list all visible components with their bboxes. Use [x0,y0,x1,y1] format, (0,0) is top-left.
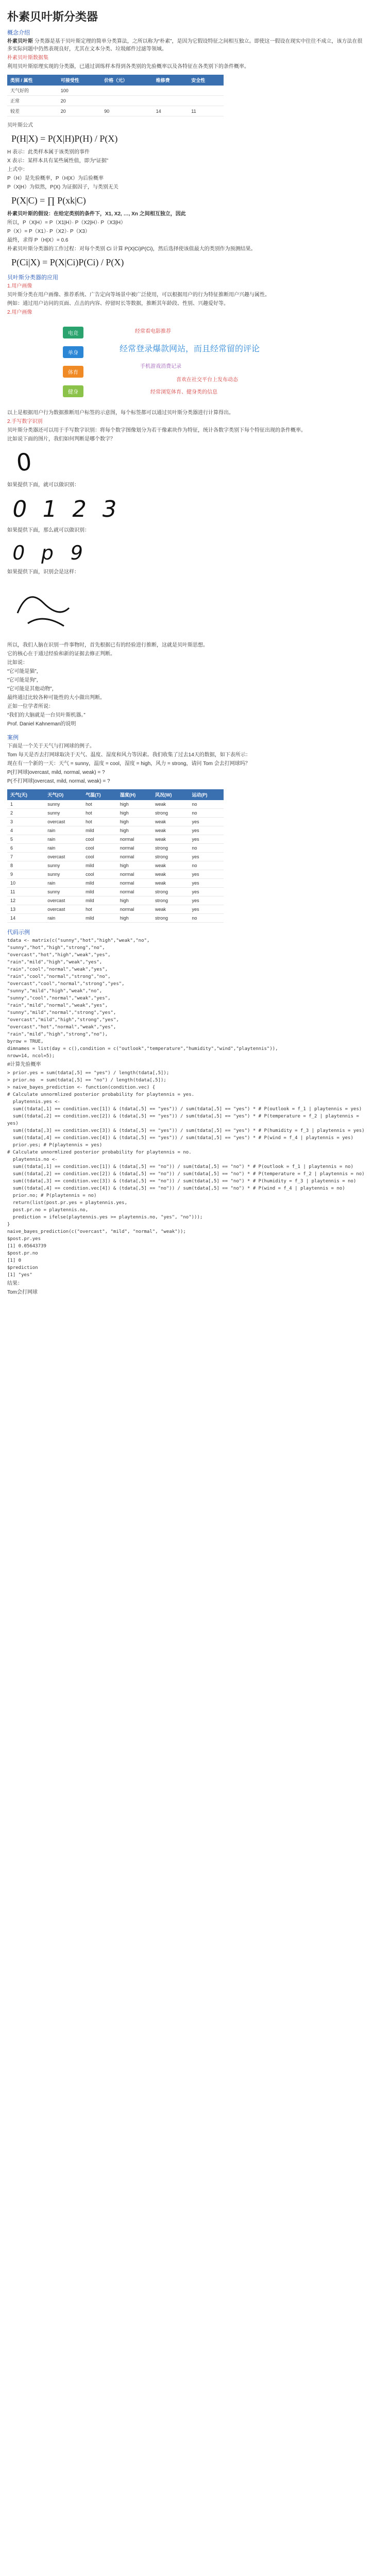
table-cell: normal [117,870,152,879]
paragraph: P（H）是先验概率，P（H|X）为后验概率 [7,176,104,181]
subheading: 2.手写数字识别 [7,419,43,425]
section-heading: 案例 [7,735,19,741]
table-cell: 9 [7,870,44,879]
table-row [7,905,224,914]
code-block: > prior.yes = sum(tdata[,5] == "yes") / length(tdata[,5]); > prior.no = sum(tdata[,5] == "no") / length(tdata[,5]); [7,1071,169,1083]
table-cell: no [189,800,224,809]
table-cell: 11 [188,106,224,116]
table-cell [188,86,224,96]
table-cell: yes [189,896,224,905]
paragraph: 以上是根据用户行为数据推断用户标签的示意图，每个标签都可以通过贝叶斯分类器进行计算得出。 [7,410,234,416]
paragraph: “它可能是狗”， [7,677,42,683]
table-cell: sunny [44,809,82,818]
paragraph: “我们的大脑就是一台贝叶斯机器。” [7,713,86,718]
table-cell: overcast [44,853,82,861]
table-row [7,853,224,861]
table-row [7,800,224,809]
table-cell: rain [44,844,82,853]
paragraph: 如果提供下面，那么就可以做识别： [7,528,90,533]
section-heading: 代码示例 [7,929,30,936]
table-cell: overcast [44,905,82,914]
table-row [7,818,224,826]
paragraph: 所以，我们人脑在识别一件事物时，首先根据已有的经验进行推断，这就是贝叶斯思想。 [7,642,208,648]
figure-label: 经常看电影推荐 [135,329,171,334]
table-cell: strong [152,914,189,923]
figure-label: 经常浏览体育、健身类的信息 [150,389,217,395]
table-header: 类别 / 属性 [7,75,58,86]
code-output: $post.pr.no [1] 0 [7,1251,38,1263]
table-cell: high [117,809,152,818]
paragraph: Tom 每天是否去打网球取决于天气、温度、湿度和风力等因素。我们收集了过去14天的数据，如下表所示： [7,752,251,758]
table-cell: high [117,800,152,809]
paragraph: 所以，P（X|H）= P（X1|H）· P（X2|H）· P（X3|H） [7,220,126,226]
table-cell: mild [82,896,117,905]
paragraph [7,38,366,53]
table-cell: 12 [7,896,44,905]
paragraph: 朴素贝叶斯的假设：在给定类别的条件下，X1, X2, …, Xn 之间相互独立，因此 [7,211,186,217]
paragraph-text: 分类器是基于贝叶斯定理的简单分类算法，之所以称为“朴素”，是因为它假设特征之间相互独立。即使这一假设在现实中往往不成立，该方法在很多实际问题中仍然表现良好，尤其在文本分类、垃圾邮件过滤等领域。 [7,39,363,52]
handwritten-digits: 0 1 2 3 [10,496,123,522]
table-cell: yes [189,818,224,826]
table-cell: rain [44,914,82,923]
table-row [7,861,224,870]
formula: P(X|C) = ∏ P(xk|C) [11,195,86,206]
table-cell: weak [152,835,189,844]
paragraph: “它可能是其他动物”， [7,686,57,692]
table-cell: weak [152,870,189,879]
table-cell: normal [117,879,152,888]
table-cell: weak [152,800,189,809]
table-cell: cool [82,870,117,879]
table-cell: weak [152,818,189,826]
handwriting-sketch [7,577,90,634]
paragraph: H 表示：此类样本属于该类别的事件 [7,149,90,155]
table-cell: 5 [7,835,44,844]
table-cell: hot [82,905,117,914]
paragraph: 比如说下面的图片，我们如何判断是哪个数字？ [7,436,115,442]
table-cell: hot [82,818,117,826]
table-row [7,888,224,896]
table-cell: yes [189,888,224,896]
paragraph: 朴素贝叶斯分类器的工作过程：对每个类别 Ci 计算 P(X|Ci)P(Ci)，然后选择使该值最大的类别作为预测结果。 [7,246,256,252]
table-cell: strong [152,896,189,905]
paragraph: 贝叶斯分类器还可以用于手写数字识别：将每个数字图像划分为若干像素块作为特征，统计各数字类别下每个特征出现的条件概率。 [7,428,306,433]
table-cell: no [189,809,224,818]
paragraph: 最终通过比较各种可能性的大小做出判断。 [7,695,105,701]
formula: P(Ci|X) = P(X|Ci)P(Ci) / P(X) [11,257,124,267]
table-cell: 天气好的 [7,86,58,96]
subheading: 朴素贝叶斯数据集 [7,55,48,61]
table-cell: 20 [58,96,101,106]
table-row [7,914,224,923]
table-cell: mild [82,861,117,870]
table-cell: normal [117,888,152,896]
table-cell [101,86,152,96]
table-cell: no [189,914,224,923]
paragraph: “它可能是猫”， [7,669,42,674]
paragraph: 最终，求得 P（H|X）= 0.6 [7,238,69,243]
paragraph: 贝叶斯公式 [7,123,33,128]
table-cell: sunny [44,861,82,870]
table-cell: 90 [101,106,152,116]
table-header: 风况(W) [152,789,189,800]
figure-label: 手机游戏消费记录 [140,364,181,369]
table-row [7,106,224,116]
table-cell: weak [152,826,189,835]
table-cell: 4 [7,826,44,835]
paragraph: P（X）= P（X1）· P（X2）· P（X3） [7,229,90,234]
paragraph: Prof. Daniel Kahneman的说明 [7,721,76,727]
table-cell: 11 [7,888,44,896]
section-application [7,273,366,636]
table-header: 天气(天) [7,789,44,800]
table-row [7,835,224,844]
handwritten-digits: 0 p 9 [10,541,90,564]
table-cell [153,86,189,96]
table-cell: strong [152,844,189,853]
table-row [7,896,224,905]
tag: 电竞 [63,327,83,338]
subheading: 1.用户画像 [7,283,32,289]
paragraph: 比如说： [7,660,28,666]
table-row [7,809,224,818]
table-cell: strong [152,853,189,861]
table-cell [188,96,224,106]
table-header: 维修费 [153,75,189,86]
table-cell: normal [117,853,152,861]
table-cell: mild [82,914,117,923]
table-cell: mild [82,826,117,835]
table-cell: strong [152,888,189,896]
paragraph: 现在有一个新的一天：天气 = sunny，温度 = cool，湿度 = high，风力 = strong，请问 Tom 会去打网球吗？ [7,761,250,767]
table-cell: no [189,844,224,853]
table-cell: high [117,914,152,923]
table-cell: 100 [58,86,101,96]
page-title: 朴素贝叶斯分类器 [7,10,98,23]
bold-term: 朴素贝叶斯 [7,39,33,44]
figure-label: 经常登录爆款网站，而且经常留的评论 [120,345,260,353]
paragraph: 例如：通过用户访问的页面、点击的内容、停留时长等数据，推断其年龄段、性别、兴趣爱好等。 [7,301,229,307]
table-cell: 7 [7,853,44,861]
table-cell: 6 [7,844,44,853]
handwritten-digit: 0 [15,447,33,477]
paragraph: P（X|H）为似然，P(X) 为证据因子，与类别无关 [7,184,118,190]
table-row [7,86,224,96]
table-cell: 8 [7,861,44,870]
table-row [7,826,224,835]
tag: 健身 [63,385,83,397]
table-header: 湿度(H) [117,789,152,800]
paragraph: 如果提供下面，就可以做识别： [7,482,79,488]
table-cell: cool [82,835,117,844]
tag: 单身 [63,346,83,358]
section-concept [7,28,366,116]
paragraph: 结果： [7,1281,23,1286]
paragraph: Tom会打网球 [7,1290,38,1295]
paragraph: #计算先验概率 [7,1062,41,1067]
paragraph: P(不打网球|overcast, mild, normal, weak) = ? [7,778,110,784]
table-cell: yes [189,853,224,861]
table-cell: 正常 [7,96,58,106]
table-cell: 3 [7,818,44,826]
code-output: $post.pr.yes [1] 0.05643739 [7,1236,46,1249]
table-cell: yes [189,879,224,888]
table-cell: hot [82,800,117,809]
paragraph: 正如一位学者所说： [7,704,54,709]
table-cell: rain [44,826,82,835]
table-cell: 2 [7,809,44,818]
table-cell: 20 [58,106,101,116]
data-table-1 [7,75,224,116]
subheading: 2.用户画像 [7,310,32,315]
table-cell: weak [152,861,189,870]
table-cell: 14 [7,914,44,923]
section-formula [7,122,366,268]
code-output: $prediction [1] "yes" [7,1265,38,1278]
table-row [7,844,224,853]
section-code [7,928,366,1296]
table-cell: hot [82,809,117,818]
paragraph: 下面是一个关于天气与打网球的例子。 [7,743,95,749]
section-heading: 贝叶斯分类器的应用 [7,275,58,281]
table-cell: high [117,896,152,905]
paragraph: P(打网球|overcast, mild, normal, weak) = ? [7,770,105,775]
paragraph: 贝叶斯分类在用户画像、推荐系统、广告定向等场景中被广泛使用，可以根据用户的行为特征推断用户兴趣与属性。 [7,292,270,298]
table-cell: rain [44,879,82,888]
table-cell: yes [189,835,224,844]
table-header: 气温(T) [82,789,117,800]
table-cell: mild [82,879,117,888]
paragraph: 它的核心在于通过经验和新的证据去修正判断。 [7,651,115,657]
table-cell: yes [189,826,224,835]
paragraph: X 表示：某样本具有某些属性值，即为“证据” [7,158,109,164]
table-cell: normal [117,905,152,914]
paragraph: 利用贝叶斯原理实现的分类器，已通过训练样本得到各类别的先验概率以及各特征在各类别下的条件概率。 [7,64,249,70]
data-table-2 [7,789,224,923]
table-cell: strong [152,809,189,818]
table-row [7,96,224,106]
section-heading: 概念介绍 [7,30,30,36]
section-case [7,733,366,923]
table-cell [153,96,189,106]
table-cell: 1 [7,800,44,809]
section-bayes-thinking [7,641,366,728]
table-cell: yes [189,870,224,879]
table-cell: yes [189,905,224,914]
table-header: 可接受性 [58,75,101,86]
table-cell: high [117,861,152,870]
table-cell: 较差 [7,106,58,116]
table-cell: sunny [44,800,82,809]
table-header: 价格（元） [101,75,152,86]
table-cell: overcast [44,896,82,905]
table-cell: no [189,861,224,870]
table-cell: mild [82,888,117,896]
table-cell: weak [152,905,189,914]
table-cell: rain [44,835,82,844]
table-cell: 14 [153,106,189,116]
table-cell: 13 [7,905,44,914]
table-header: 天气(O) [44,789,82,800]
figure-label: 喜欢在社交平台上发布动态 [176,377,238,383]
table-header: 运动(P) [189,789,224,800]
table-cell: weak [152,879,189,888]
table-cell: normal [117,835,152,844]
code-block: tdata <- matrix(c("sunny","hot","high","weak","no", "sunny","hot","high","strong","no", "overcast","hot","high","weak","yes", "rain","mild","high","weak","yes", "rain","cool","normal","weak","yes", "rain","cool","normal","strong","no", "overcast","cool","normal","strong","yes", "sunny","mild","high","weak","no", "sunny","cool","normal","weak","yes", "rain","mild","normal","weak","yes", "sunny","mild","normal","strong","yes", "overcast","mild","high","strong","yes", "overcast","hot","normal","weak","yes", "rain","mild","high","strong","no"), byrow = TRUE, dimnames = list(day = c(),condition = c("outlook","temperature","humidity","wind","playtennis")), nrow=14, ncol=5); [7,938,278,1059]
table-cell: overcast [44,818,82,826]
tag: 体育 [63,366,83,378]
table-row [7,879,224,888]
table-cell: high [117,826,152,835]
code-block: > naive_bayes_prediction <- function(condition.vec) { # Calculate unnormlized posterior probability for playtennis = yes. playtennis.yes <- sum((tdata[,1] == condition.vec[1]) & (tdata[,5] == "yes")) / sum(tdata[,5] == "yes") * # P(outlook = f_1 | playtennis = yes) sum((tdata[,2] == condition.vec[2]) & (tdata[,5] == "yes")) / sum(tdata[,5] == "yes") * # P(temperature = f_2 | playtennis = yes) sum((tdata[,3] == condition.vec[3]) & (tdata[,5] == "yes")) / sum(tdata[,5] == "yes") * # P(humidity = f_3 | playtennis = yes) sum((tdata[,4] == condition.vec[4]) & (tdata[,5] == "yes")) / sum(tdata[,5] == "yes") * # P(wind = f_4 | playtennis = yes) prior.yes; # P(playtennis = yes) # Calculate unnormlized posterior probability for playtennis = no. playtennis.no <- sum((tdata[,1] == condition.vec[1]) & (tdata[,5] == "no")) / sum(tdata[,5] == "no") * # P(outlook = f_1 | playtennis = no) sum((tdata[,2] == condition.vec[2]) & (tdata[,5] == "no")) / sum(tdata[,5] == "no") * # P(temperature = f_2 | playtennis = no) sum((tdata[,3] == condition.vec[3]) & (tdata[,5] == "no")) / sum(tdata[,5] == "no") * # P(humidity = f_3 | playtennis = no) sum((tdata[,4] == condition.vec[4]) & (tdata[,5] == "no")) / sum(tdata[,5] == "no") * # P(wind = f_4 | playtennis = no) prior.no; # P(playtennis = no) return(list(post.pr.yes = playtennis.yes, post.pr.no = playtennis.no, prediction = ifelse(playtennis.yes >= playtennis.no, "yes", "no"))); } naive_bayes_prediction(c("overcast", "mild", "normal", "weak")); [7,1085,365,1234]
table-cell: cool [82,844,117,853]
table-header: 安全性 [188,75,224,86]
paragraph: 如果提供下面，识别会是这样： [7,569,79,575]
table-cell [101,96,152,106]
table-cell: sunny [44,870,82,879]
paragraph: 上式中： [7,167,28,173]
table-cell: cool [82,853,117,861]
table-cell: high [117,818,152,826]
formula: P(H|X) = P(X|H)P(H) / P(X) [11,133,118,144]
table-cell: 10 [7,879,44,888]
user-portrait-figure [58,321,315,404]
table-cell: sunny [44,888,82,896]
table-row [7,870,224,879]
table-cell: normal [117,844,152,853]
